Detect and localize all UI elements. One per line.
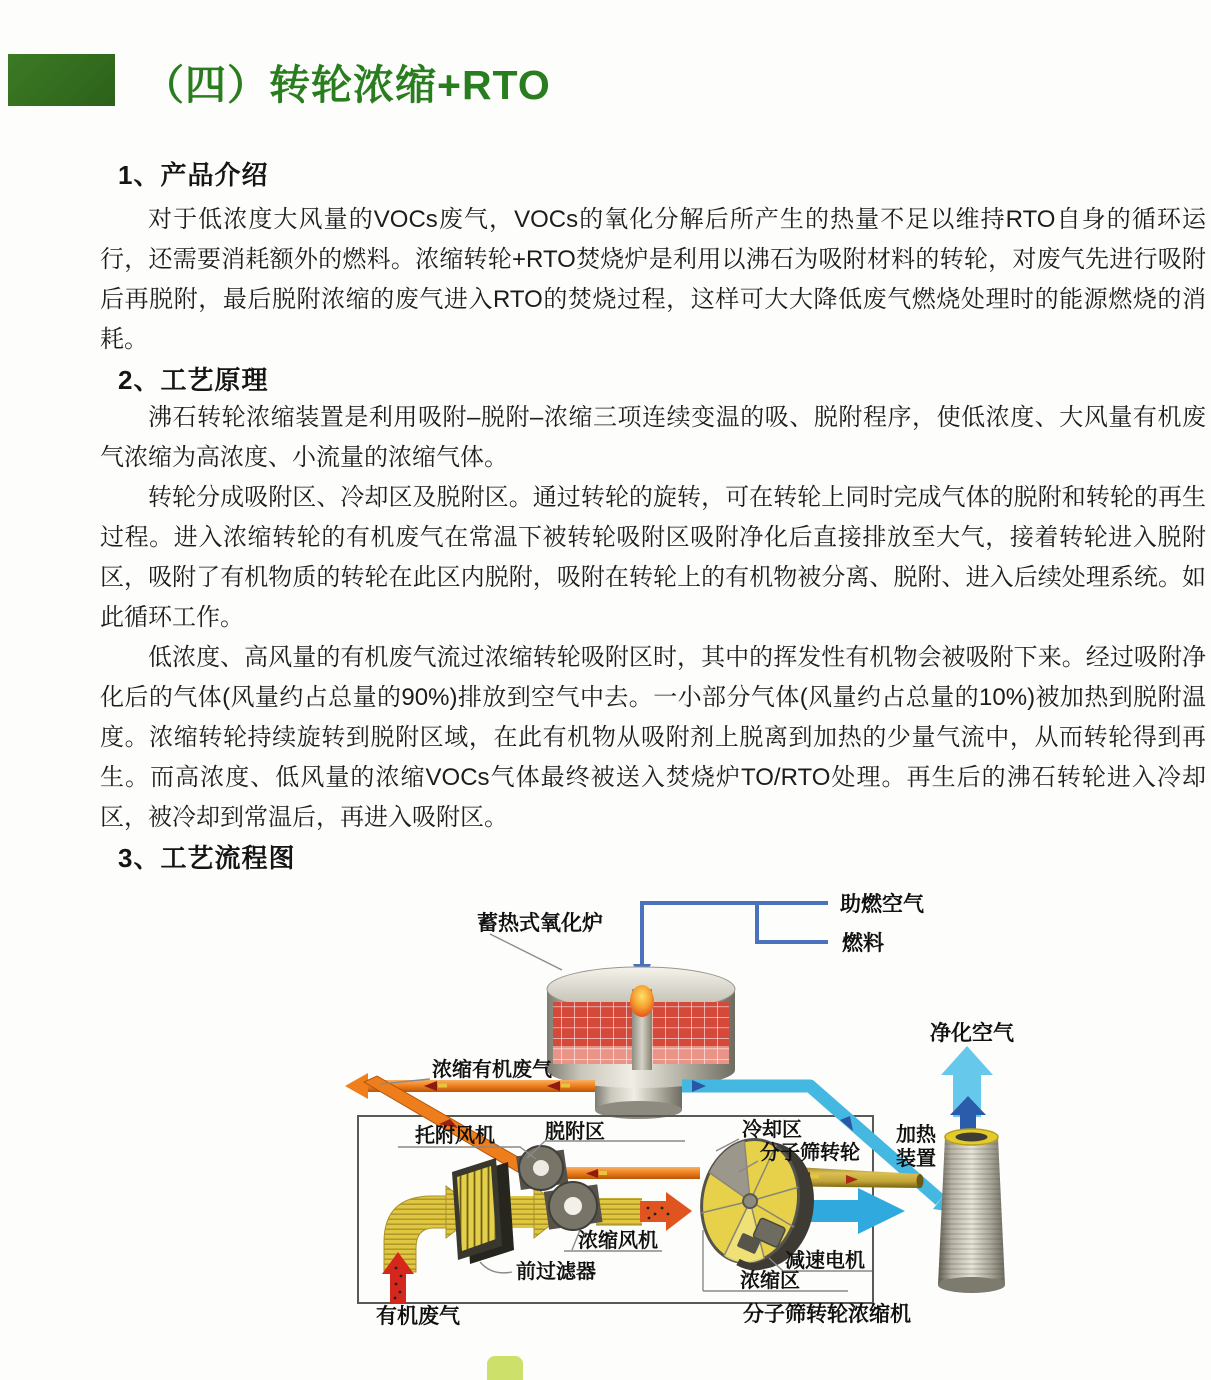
- rto-furnace: [547, 967, 735, 1119]
- concentration-fan: [544, 1182, 603, 1230]
- paragraph: 沸石转轮浓缩装置是利用吸附–脱附–浓缩三项连续变温的吸、脱附程序，使低浓度、大风量有机废气浓缩为高浓度、小流量的浓缩气体。: [100, 404, 1206, 471]
- feed-lines: [642, 903, 828, 966]
- combustion-air-label: 助燃空气: [840, 893, 924, 916]
- furnace-label: 蓄热式氧化炉: [477, 912, 603, 935]
- concentrated-gas-label: 浓缩有机废气: [432, 1059, 552, 1081]
- heating-device-label-2: 装置: [896, 1148, 936, 1170]
- desorption-fan-label: 托附风机: [415, 1125, 495, 1147]
- concentration-zone-label: 浓缩区: [740, 1270, 800, 1292]
- burner-flame: [630, 985, 654, 1017]
- organic-gas-label: 有机废气: [376, 1305, 460, 1328]
- desorption-fan: [516, 1146, 568, 1190]
- clean-air-label: 净化空气: [930, 1022, 1014, 1045]
- rotor-machine-label: 分子筛转轮浓缩机: [743, 1303, 911, 1326]
- fuel-label: 燃料: [842, 932, 884, 955]
- paragraph: 对于低浓度大风量的VOCs废气，VOCs的氧化分解后所产生的热量不足以维持RTO自身的循环运行，还需要消耗额外的燃料。浓缩转轮+RTO焚烧炉是利用以沸石为吸附材料的转轮，对废气先进行吸附后再脱附，最后脱附浓缩的废气进入RTO的焚烧过程，这样可大大降低废气燃烧处理时的能源燃烧的消耗。: [100, 206, 1206, 353]
- section-1-heading: 1、产品介绍: [118, 160, 269, 190]
- exhaust-stack: [938, 1046, 1005, 1293]
- page-title: （四）转轮浓缩+RTO: [143, 62, 551, 108]
- desorption-zone-label: 脱附区: [545, 1121, 605, 1143]
- chapter-color-block: [8, 54, 115, 106]
- intake-duct: [384, 1186, 642, 1272]
- heating-device-label-1: 加热: [896, 1124, 936, 1146]
- concentration-fan-label: 浓缩风机: [578, 1230, 658, 1252]
- section-3-heading: 3、工艺流程图: [118, 843, 296, 873]
- pre-filter: [452, 1158, 514, 1264]
- page-bottom-decoration: [487, 1356, 523, 1380]
- paragraph: 转轮分成吸附区、冷却区及脱附区。通过转轮的旋转，可在转轮上同时完成气体的脱附和转轮的再生过程。进入浓缩转轮的有机废气在常温下被转轮吸附区吸附净化后直接排放至大气，接着转轮进入脱附区，吸附了有机物质的转轮在此区内脱附，吸附在转轮上的有机物被分离、脱附、进入后续处理系统。如此循环工作。: [100, 484, 1206, 631]
- section-1-body: [100, 200, 1206, 360]
- pre-filter-label: 前过滤器: [516, 1261, 596, 1283]
- section-2-body: [100, 398, 1206, 838]
- concentrated-stream-arrow: [640, 1192, 692, 1231]
- gear-motor-label: 减速电机: [785, 1250, 865, 1272]
- sieve-rotor-label: 分子筛转轮: [760, 1142, 860, 1164]
- process-flow-diagram: [340, 870, 1100, 1340]
- paragraph: 低浓度、高风量的有机废气流过浓缩转轮吸附区时，其中的挥发性有机物会被吸附下来。经过吸附净化后的气体(风量约占总量的90%)排放到空气中去。一小部分气体(风量约占总量的10%)被加热到脱附温度。浓缩转轮持续旋转到脱附区域，在此有机物从吸附剂上脱离到加热的少量气流中，从而转轮得到再生。而高浓度、低风量的浓缩VOCs气体最终被送入焚烧炉TO/RTO处理。再生后的沸石转轮进入冷却区，被冷却到常温后，再进入吸附区。: [100, 644, 1206, 831]
- section-2-heading: 2、工艺原理: [118, 365, 269, 395]
- cooling-zone-label: 冷却区: [742, 1119, 802, 1141]
